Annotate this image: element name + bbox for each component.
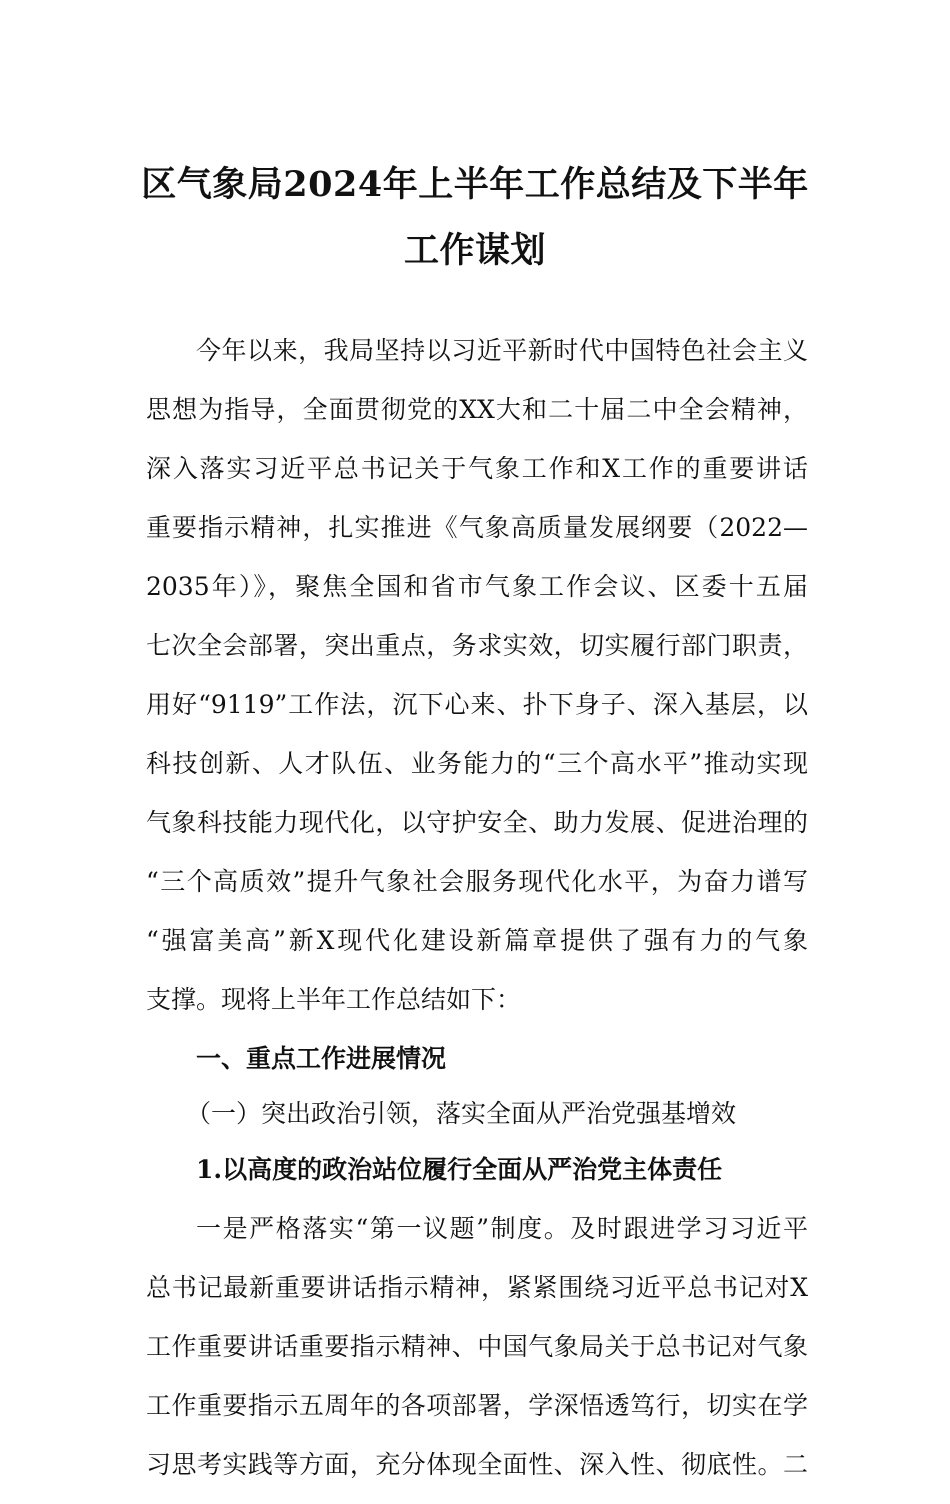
intro-line: 重要指示精神，扎实推进《气象高质量发展纲要（2022— [146,513,808,542]
intro-line: 科技创新、人才队伍、业务能力的“三个高水平”推动实现 [146,749,808,778]
item-heading: 1.以高度的政治站位履行全面从严治党主体责任 [196,1155,723,1184]
item-line: 习思考实践等方面，充分体现全面性、深入性、彻底性。二 [146,1450,808,1479]
intro-line: 气象科技能力现代化，以守护安全、助力发展、促进治理的 [146,808,808,837]
item-line: 总书记最新重要讲话指示精神，紧紧围绕习近平总书记对X [146,1273,808,1302]
item-line: 一是严格落实“第一议题”制度。及时跟进学习习近平 [196,1214,808,1243]
item-line: 工作重要讲话重要指示精神、中国气象局关于总书记对气象 [146,1332,808,1361]
document-title-line2: 工作谋划 [403,230,546,271]
intro-line: 用好“9119”工作法，沉下心来、扑下身子、深入基层，以 [146,690,808,719]
intro-line: 七次全会部署，突出重点，务求实效，切实履行部门职责， [146,631,808,660]
intro-line: “强富美高”新X现代化建设新篇章提供了强有力的气象 [146,926,808,955]
intro-line: 2035年）》，聚焦全国和省市气象工作会议、区委十五届 [146,572,808,601]
intro-line: 支撑。现将上半年工作总结如下： [146,985,522,1014]
intro-line: “三个高质效”提升气象社会服务现代化水平，为奋力谱写 [146,867,808,896]
document-body [146,331,808,1504]
item-line: 工作重要指示五周年的各项部署，学深悟透笃行，切实在学 [146,1391,808,1420]
intro-line: 深入落实习近平总书记关于气象工作和X工作的重要讲话 [146,454,808,483]
subsection-heading: （一）突出政治引领，落实全面从严治党强基增效 [186,1099,737,1128]
section-heading: 一、重点工作进展情况 [196,1044,447,1073]
intro-line: 今年以来，我局坚持以习近平新时代中国特色社会主义 [196,336,808,365]
document-title-line1: 区气象局2024年上半年工作总结及下半年 [141,164,809,205]
intro-line: 思想为指导，全面贯彻党的XX大和二十届二中全会精神， [146,395,808,424]
